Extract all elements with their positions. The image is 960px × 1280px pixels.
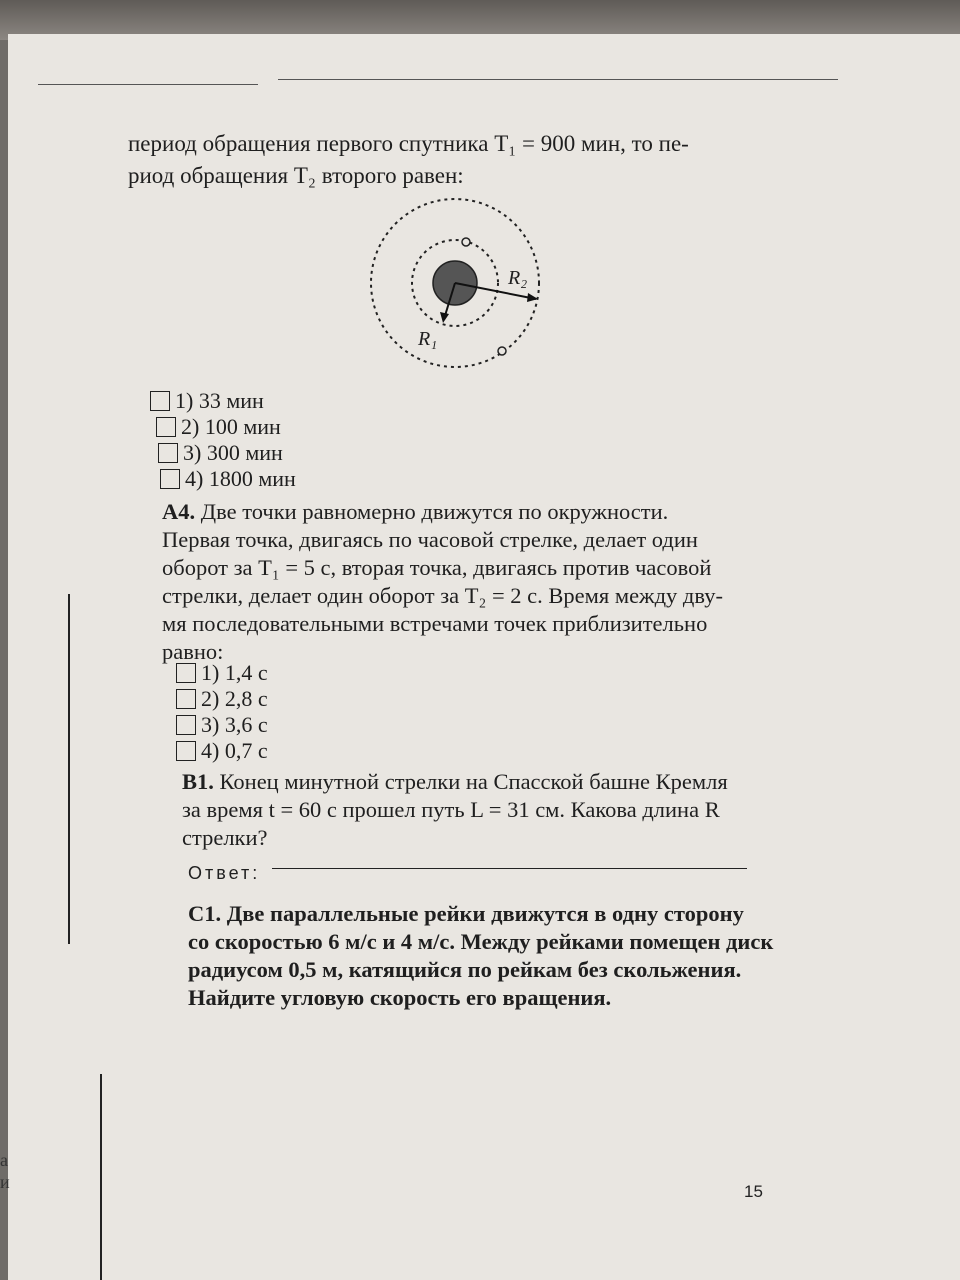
checkbox[interactable] — [150, 391, 170, 411]
edge-letter-1: а — [0, 1150, 8, 1170]
a4-option-2[interactable]: 2) 2,8 с — [176, 686, 268, 712]
intro-text — [128, 128, 689, 192]
header-rule-right — [278, 79, 838, 80]
a4-option-4[interactable]: 4) 0,7 с — [176, 738, 268, 764]
a4-line-6: равно: — [162, 639, 224, 664]
a4-option-1[interactable]: 1) 1,4 с — [176, 660, 268, 686]
answer-label: Ответ: — [188, 863, 261, 883]
checkbox[interactable] — [158, 443, 178, 463]
checkbox[interactable] — [176, 741, 196, 761]
c1-line-2: со скоростью 6 м/с и 4 м/с. Между рейками помещен диск — [188, 929, 774, 954]
checkbox[interactable] — [156, 417, 176, 437]
page-number: 15 — [744, 1182, 763, 1201]
satellite-1 — [462, 238, 470, 246]
a3-options — [150, 388, 296, 492]
c1-line-3: радиусом 0,5 м, катящийся по рейкам без скольжения. — [188, 957, 742, 982]
margin-line-lower — [100, 1074, 102, 1280]
label-r1: R₁ — [418, 328, 438, 350]
a4-line-2: Первая точка, двигаясь по часовой стрелке, делает один — [162, 527, 698, 552]
a4-option-3[interactable]: 3) 3,6 с — [176, 712, 268, 738]
radius-r2-arrowhead — [527, 293, 538, 302]
a4-line-1: A4. Две точки равномерно движутся по окружности. — [162, 499, 669, 524]
a3-option-4[interactable]: 4) 1800 мин — [160, 466, 296, 492]
checkbox[interactable] — [176, 689, 196, 709]
a3-option-2[interactable]: 2) 100 мин — [156, 414, 296, 440]
a4-line-5: мя последовательными встречами точек приблизительно — [162, 611, 708, 636]
header-rule-left — [38, 84, 258, 85]
checkbox[interactable] — [176, 663, 196, 683]
b1-line-3: стрелки? — [182, 825, 268, 850]
radius-r1-arrowhead — [440, 312, 449, 323]
a3-option-3[interactable]: 3) 300 мин — [158, 440, 296, 466]
intro-line-2: риод обращения T₂ второго равен: — [128, 163, 464, 188]
c1-line-1: C1. Две параллельные рейки движутся в одну сторону — [188, 901, 744, 926]
question-a4 — [162, 498, 723, 666]
intro-line-1: период обращения первого спутника T₁ = 900 мин, то пе- — [128, 131, 689, 156]
a4-options — [176, 660, 268, 764]
a3-option-1[interactable]: 1) 33 мин — [150, 388, 296, 414]
b1-line-1: B1. Конец минутной стрелки на Спасской башне Кремля — [182, 769, 728, 794]
question-b1 — [182, 768, 728, 852]
margin-line-upper — [68, 594, 70, 944]
b1-line-2: за время t = 60 с прошел путь L = 31 см. Какова длина R — [182, 797, 720, 822]
question-c1 — [188, 900, 773, 1012]
a4-line-3: оборот за T₁ = 5 с, вторая точка, двигаясь против часовой — [162, 555, 712, 580]
satellite-2 — [498, 347, 506, 355]
edge-letter-2: и — [0, 1172, 10, 1192]
a4-line-4: стрелки, делает один оборот за T₂ = 2 с. Время между дву- — [162, 583, 723, 608]
c1-line-4: Найдите угловую скорость его вращения. — [188, 985, 612, 1010]
label-r2: R₂ — [508, 267, 528, 289]
answer-field[interactable] — [272, 868, 747, 869]
checkbox[interactable] — [176, 715, 196, 735]
checkbox[interactable] — [160, 469, 180, 489]
